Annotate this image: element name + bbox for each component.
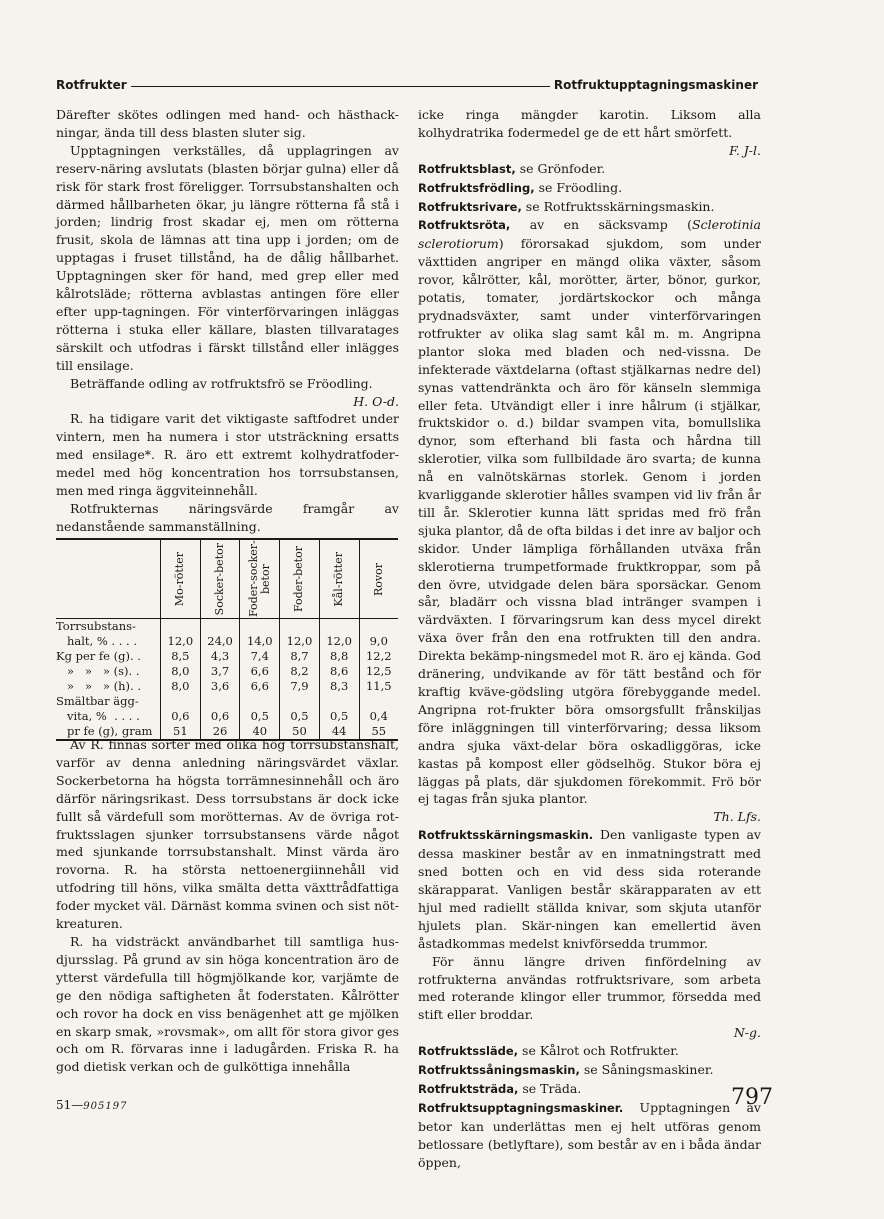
table-cell: 50	[280, 724, 320, 740]
table-cell: 7,4	[240, 649, 280, 664]
column-header: Mo-rötter	[161, 539, 201, 619]
column-header: Rovor	[359, 539, 398, 619]
table-cell: 6,6	[240, 679, 280, 694]
entry-term: Rotfruktsröta,	[418, 218, 511, 233]
author-signature: N-g.	[733, 1025, 761, 1041]
entry-rota: Rotfruktsröta, av en säcksvamp (Sclerotinia sclerotiorum) förorsakad sjukdom, som under växttiden angriper en mängd olika växter, såsom rovor, kålrötter, kål, morötter, ärter, bönor, gurkor, potatis, tomater, jordärtskockor och många prydnadsväxter, samt under vinterförvaringen rotfrukter av olika slag samt kål m. m. Angripna plantor sloka med bladen och ned-vissna. De infekterade växtdelarna (oftast stjälkarnas nedre del) synas vattendränkta och äro för känseln slemmiga eller feta. Utvändigt eller i inre hålrum (i stjälkar, fruktskidor o. d.) bildar svampen vita, bomullslika dynor, som efterhand bli fasta och hårdna till sklerotier, vilka som fullbildade äro svarta; de kunna nå en valnötskärnas storlek. Genom i jorden kvarliggande sklerotier hålles svampen vid liv från år till år. Sklerotier kunna lätt spridas med frö från sjuka plantor, då de ofta bildas i det inre av baljor och skidor. Under lämpliga förhållanden utväxa från sklerotierna trumpetformade fruktkroppar, som på den övre, utvidgade delen bära sporsäckar. Genom sår, bladärr och vissna blad intränger svampen i värdväxten. I förvaringsrum kan dess mycel direkt växa över från den ena rotfrukten till den andra. Direkta bekämp-ningsmedel mot R. äro ej kända. God dränering, undvikande av för tätt bestånd och för kraftig kväve-gödsling utgöra förebyggande medel. Angripna rot-frukter böra omsorgsfullt frånskiljas före inläggningen till vinterförvaring; dessa liksom andra sjuka växt-delar böra oskadliggöras, icke kastas på kompost eller gödselhög. Stukor böra ej läggas på plats, där sjukdomen förekommit. Frö bör ej tagas från sjuka plantor.	[418, 217, 761, 807]
table-cell: 26	[200, 724, 240, 740]
table-cell	[200, 694, 240, 709]
nutrition-table	[56, 538, 398, 741]
entry-saning: Rotfruktssåningsmaskin, se Såningsmaskiner.	[418, 1062, 714, 1078]
entry-term: Rotfruktsblast,	[418, 161, 516, 176]
entry-term: Rotfruktsrivare,	[418, 199, 522, 214]
row-label: halt, % . . . .	[56, 634, 138, 648]
table-cell: 8,0	[161, 664, 201, 679]
table-cell: 3,7	[200, 664, 240, 679]
table-cell: 4,3	[200, 649, 240, 664]
column-header: Foder-socker-betor	[240, 539, 280, 619]
table-cell: 9,0	[359, 634, 398, 649]
row-label: » » » (s). .	[56, 664, 140, 678]
table-cell: 8,7	[280, 649, 320, 664]
entry-skarning: Rotfruktsskärningsmaskin. Den vanligaste typen av dessa maskiner består av en inmatningstratt med sned botten och en vid dess sida roterande skärapparat. Vanligen består skärapparaten av ett hjul med radiellt ställda knivar, som skjuta utanför hjulets plan. Skär-ningen kan emellertid även åstadkommas medelst knivförsedda trummor.	[418, 827, 761, 951]
paragraph: För ännu längre driven finfördelning av rotfrukterna användas rotfruktsrivare, som arbeta med roterande klingor eller trummor, försedda med stift eller broddar.	[418, 953, 761, 1023]
entry-term: Rotfruktssåningsmaskin,	[418, 1063, 580, 1078]
table-cell: 0,5	[240, 709, 280, 724]
entry-blast: Rotfruktsblast, se Grönfoder.	[418, 160, 606, 176]
table-cell: 0,5	[319, 709, 359, 724]
entry-term: Rotfruktsfrödling,	[418, 180, 535, 195]
paragraph: Beträffande odling av rotfruktsfrö se Fröodling.	[70, 375, 373, 391]
table-cell: 8,0	[161, 679, 201, 694]
column-header: Foder-betor	[280, 539, 320, 619]
table-row	[56, 709, 398, 724]
paragraph: Av R. finnas sorter med olika hög torrsubstanshalt, varför av denna anledning näringsvärdet växlar. Sockerbetorna ha högsta torrämnesinnehåll och äro därför näringsrikast. Dess torrsubstans är dock icke fullt så värdefull som morötternas. Av de övriga rot-fruktsslagen sjunker torrsubstansens värde något med sjunkande torrsubstanshalt. Minst värda äro rovorna. R. ha största nettoenergiinnehåll vid utfodring till höns, vilka smälta detta växttrådfattiga foder mycket väl. Därnäst komma svinen och sist nöt-kreaturen.	[56, 737, 399, 932]
running-header	[56, 78, 758, 98]
entry-rivare: Rotfruktsrivare, se Rotfruktsskärningsmaskin.	[418, 198, 715, 214]
table-cell: 0,4	[359, 709, 398, 724]
author-signature: H. O-d.	[353, 393, 399, 409]
table-cell	[280, 619, 320, 635]
table-cell	[280, 694, 320, 709]
table-cell	[359, 619, 398, 635]
page-number: 797	[731, 1085, 773, 1110]
row-label: pr fe (g), gram	[56, 724, 161, 740]
table-row	[56, 664, 398, 679]
table-corner	[56, 539, 161, 619]
paragraph: R. ha vidsträckt användbarhet till samtliga hus-djursslag. På grund av sin höga koncentration äro de ytterst värdefulla till högmjölkande kor, varjämte de ge den nödiga saftigheten åt foderstaten. Kålrötter och rovor ha dock en viss benägenhet att ge mjölken en skarp smak, »rovsmak», om allt för stora givor ges och om R. förvaras inne i ladugården. Friska R. ha god dietisk verkan och de gulköttiga innehålla	[56, 933, 399, 1075]
table-cell: 12,0	[280, 634, 320, 649]
table-cell	[161, 694, 201, 709]
left-column	[56, 106, 399, 536]
entry-trada: Rotfruktsträda, se Träda.	[418, 1080, 582, 1096]
table-row	[56, 694, 398, 709]
table-cell: 0,5	[280, 709, 320, 724]
table-cell: 8,3	[319, 679, 359, 694]
table-cell	[319, 694, 359, 709]
table-cell	[240, 619, 280, 635]
entry-term: Rotfruktsträda,	[418, 1081, 519, 1096]
header-right: Rotfruktupptagningsmaskiner	[550, 78, 762, 92]
header-left: Rotfrukter	[56, 78, 131, 92]
table-cell: 12,0	[161, 634, 201, 649]
table-cell: 8,5	[161, 649, 201, 664]
entry-term: Rotfruktssläde,	[418, 1044, 519, 1059]
table-cell	[359, 694, 398, 709]
table-cell	[200, 619, 240, 635]
row-label: » » » (h). .	[56, 679, 142, 693]
table-cell: 51	[161, 724, 201, 740]
table-cell: 14,0	[240, 634, 280, 649]
table-cell: 6,6	[240, 664, 280, 679]
paragraph: R. ha tidigare varit det viktigaste saftfodret under vintern, men ha numera i stor utsträckning ersatts med ensilage*. R. äro ett extremt kolhydratfoder-medel med hög koncentration hos torrsubstansen, men med ringa äggviteinnehåll.	[56, 411, 399, 499]
entry-slade: Rotfruktssläde, se Kålrot och Rotfrukter.	[418, 1043, 679, 1059]
table-row	[56, 649, 398, 664]
table-cell: 0,6	[200, 709, 240, 724]
paragraph: Upptagningen verkställes, då upplagringen av reserv-näring avslutats (blasten börjar gulna) eller då risk för stark frost föreligger. Torrsubstanshalten och därmed hållbarheten ökar, ju längre rötterna få stå i jorden; lindrig frost skadar ej, men om rötterna frusit, skola de lämnas att tina upp i jorden; om de upptagas i fruset tillstånd, ha de dålig hållbarhet. Upptagningen sker för hand, med grep eller med kålrotsläde; rötterna avblastas antingen före eller efter upp-tagningen. För vinterförvaringen inläggas rötterna i stuka eller källare, blasten tillvaratages särskilt och utfodras i färskt tillstånd eller inlägges till ensilage.	[56, 142, 399, 373]
table-row	[56, 619, 398, 635]
entry-upptagning: Rotfruktsupptagningsmaskiner. Upptagningen av betor kan underlättas men ej helt utföras genom betlossare (betlyftare), som består av en i båda ändar öppen,	[418, 1099, 761, 1170]
table-cell: 12,2	[359, 649, 398, 664]
table-cell: 11,5	[359, 679, 398, 694]
table-cell: 12,0	[319, 634, 359, 649]
table-cell: 3,6	[200, 679, 240, 694]
table-cell	[240, 694, 280, 709]
paragraph: icke ringa mängder karotin. Liksom alla kolhydratrika fodermedel ge de ett hårt smörfett.	[418, 107, 761, 140]
table-cell: 8,6	[319, 664, 359, 679]
printer-signature: 51—905197	[56, 1098, 128, 1112]
column-header: Socker-betor	[200, 539, 240, 619]
table-header-row	[56, 539, 398, 619]
table-row	[56, 679, 398, 694]
table-cell: 0,6	[161, 709, 201, 724]
column-header: Kål-rötter	[319, 539, 359, 619]
entry-term: Rotfruktsskärningsmaskin.	[418, 828, 594, 843]
header-rule	[126, 86, 558, 87]
table-cell	[319, 619, 359, 635]
table-row	[56, 634, 398, 649]
table-cell: 7,9	[280, 679, 320, 694]
entry-frodling: Rotfruktsfrödling, se Fröodling.	[418, 179, 623, 195]
latin-name: Sclerotinia sclerotiorum	[418, 217, 761, 252]
row-label: Smältbar ägg-	[56, 694, 139, 708]
table-cell: 44	[319, 724, 359, 740]
table-cell: 24,0	[200, 634, 240, 649]
paragraph: Rotfrukternas näringsvärde framgår av nedanstående sammanställning.	[56, 500, 399, 534]
row-label: vita, % . . . .	[56, 709, 140, 723]
row-label: Kg per fe (g). .	[56, 649, 141, 663]
paragraph: Därefter skötes odlingen med hand- och hästhack-ningar, ända till dess blasten sluter sig.	[56, 107, 399, 140]
left-column-bottom	[56, 736, 399, 1076]
table-cell: 8,8	[319, 649, 359, 664]
right-column	[418, 106, 761, 1171]
table-cell: 8,2	[280, 664, 320, 679]
author-signature: Th. Lfs.	[713, 809, 761, 825]
table-cell: 55	[359, 724, 398, 740]
table-cell: 40	[240, 724, 280, 740]
table-cell: 12,5	[359, 664, 398, 679]
table-body	[56, 619, 398, 741]
row-label: Torrsubstans-	[56, 619, 136, 633]
author-signature: F. J-l.	[729, 142, 761, 158]
table-cell	[161, 619, 201, 635]
entry-term: Rotfruktsupptagningsmaskiner.	[418, 1100, 624, 1115]
